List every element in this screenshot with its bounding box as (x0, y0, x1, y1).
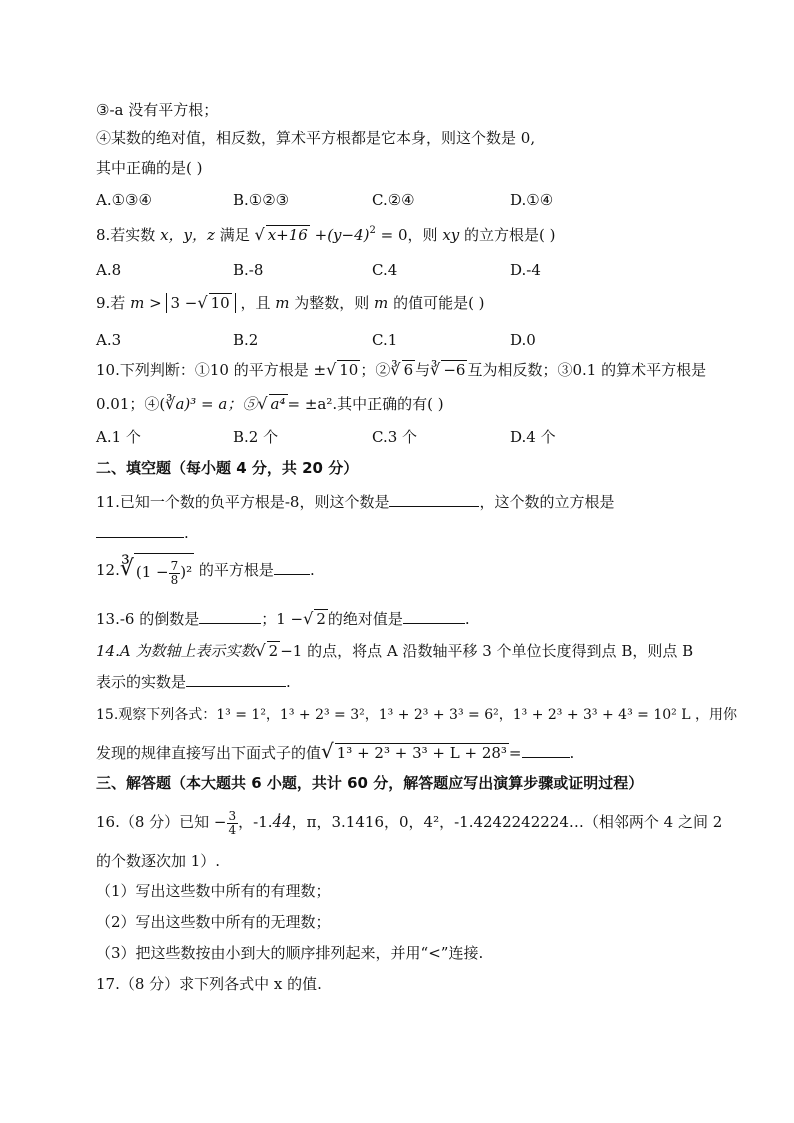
q9-option-a[interactable]: A.3 (96, 331, 122, 349)
answer-blank[interactable] (96, 521, 184, 538)
answer-blank[interactable] (199, 607, 261, 624)
q8-option-c[interactable]: C.4 (372, 261, 398, 279)
q16-sub2: （2）写出这些数中所有的无理数； (96, 913, 331, 931)
sqrt-icon: √ (257, 394, 268, 413)
q7-option-d[interactable]: D.①④ (510, 191, 554, 209)
sqrt-icon: √ (255, 641, 266, 660)
q13-stem: 13.-6 的倒数是 ；1 −√ 2 的绝对值是 . (96, 609, 470, 628)
sqrt-icon: √ (197, 293, 208, 312)
q16-line1: 16.（8 分）已知 − $\frac{3}{4}$ ，-1.4̇̇4̇，π，3.1416，0，4²，-1.4242242224…（相邻两个 4 之间 2 (96, 808, 723, 837)
sqrt-icon: √ (303, 609, 314, 628)
q8-option-b[interactable]: B.-8 (233, 261, 264, 279)
q10-option-a[interactable]: A.1 个 (96, 428, 141, 446)
correct-prompt: 其中正确的是( ) (96, 159, 203, 177)
q10-option-b[interactable]: B.2 个 (233, 428, 279, 446)
statement-3: ③-a 没有平方根； (96, 101, 219, 119)
cbrt-icon: ∛ (390, 360, 401, 379)
cbrt-icon: ∛ (165, 394, 176, 413)
q8-option-d[interactable]: D.-4 (510, 261, 541, 279)
q7-option-c[interactable]: C.②④ (372, 191, 415, 209)
section-solutions: 三、解答题（本大题共 6 小题，共计 60 分，解答题应写出演算步骤或证明过程） (96, 774, 644, 792)
q9-option-c[interactable]: C.1 (372, 331, 398, 349)
q10-option-d[interactable]: D.4 个 (510, 428, 556, 446)
sqrt-icon: √ (254, 225, 265, 244)
answer-blank[interactable] (522, 741, 570, 758)
q7-option-a[interactable]: A.①③④ (96, 191, 152, 209)
q10-option-c[interactable]: C.3 个 (372, 428, 418, 446)
q9-stem: 9.若 m > 3 −√ 10 ，且 m 为整数，则 m 的值可能是( ) (96, 293, 485, 312)
answer-blank[interactable] (274, 558, 310, 575)
q15-line2: 发现的规律直接写出下面式子的值√ 1³ + 2³ + 3³ + L + 28³ = . (96, 739, 575, 763)
abs-value: 3 −√ 10 (166, 293, 235, 313)
repeating-decimal: 4̇̇4̇ (272, 813, 292, 831)
q10-options (96, 426, 696, 448)
q16-sub3: （3）把这些数按由小到大的顺序排列起来，并用“<”连接. (96, 944, 484, 962)
q7-option-b[interactable]: B.①②③ (233, 191, 290, 209)
cbrt-icon: ∛ (430, 360, 441, 379)
q16-line2: 的个数逐次加 1）. (96, 852, 221, 870)
q8-stem: 8.若实数 x，y，z 满足 √ $x+16 +(y-4)^2 = 0$，则 xy 的立方根是( ) (96, 225, 556, 244)
statement-4: ④某数的绝对值，相反数，算术平方根都是它本身，则这个数是 0, (96, 129, 536, 147)
q11-line1: 11.已知一个数的负平方根是-8，则这个数是 ，这个数的立方根是 (96, 490, 614, 513)
q10-line1: 10.下列判断：①10 的平方根是 ±√ 10 ；②∛ 6 与∛ −6 互为相反数；③0.1 的算术平方根是 (96, 360, 707, 379)
answer-blank[interactable] (186, 670, 286, 687)
sqrt-icon: √ (326, 360, 337, 379)
cbrt-icon: ∛ (119, 556, 134, 581)
q8-option-a[interactable]: A.8 (96, 261, 122, 279)
q15-line1: 15.观察下列各式：1³ = 1²，1³ + 2³ = 3²，1³ + 2³ + 3³ = 6²，1³ + 2³ + 3³ + 4³ = 10² L ，用你 (96, 707, 737, 723)
q9-options (96, 329, 696, 351)
answer-blank[interactable] (403, 607, 465, 624)
q9-option-b[interactable]: B.2 (233, 331, 259, 349)
q12-stem: 12.∛ (1 − $\frac{7}{8}$ )² 的平方根是 . (96, 552, 315, 589)
answer-blank[interactable] (389, 490, 479, 507)
q9-option-d[interactable]: D.0 (510, 331, 536, 349)
q7-options (96, 189, 696, 211)
q17-stem: 17.（8 分）求下列各式中 x 的值. (96, 975, 322, 993)
q8-options (96, 259, 696, 281)
q14-line1: 14.A 为数轴上表示实数√ 2 −1 的点，将点 A 沿数轴平移 3 个单位长度得到点 B，则点 B (96, 641, 694, 660)
q14-line2: 表示的实数是 . (96, 670, 291, 693)
q10-line2: 0.01；④(∛a)³ = a；⑤√ a⁴ = ±a².其中正确的有( ) (96, 394, 444, 413)
section-fill-in: 二、填空题（每小题 4 分，共 20 分） (96, 459, 359, 477)
sqrt-icon: √ (321, 739, 334, 763)
q16-sub1: （1）写出这些数中所有的有理数； (96, 882, 331, 900)
q11-line2: . (96, 521, 189, 544)
